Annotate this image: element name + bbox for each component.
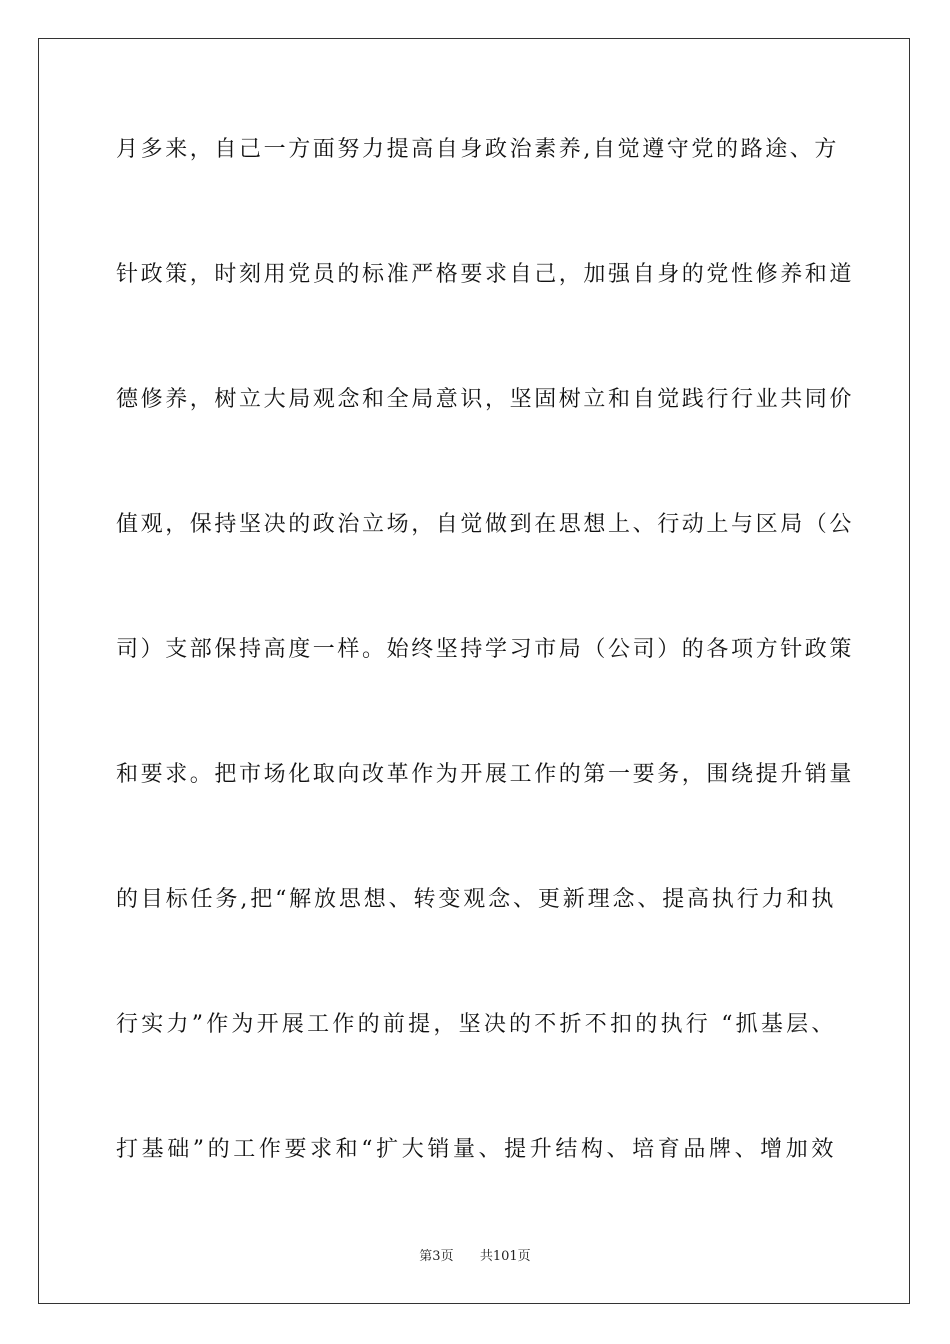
page-border (38, 38, 910, 1304)
paragraph-line: 德修养，树立大局观念和全局意识，坚固树立和自觉践行行业共同价 (116, 387, 855, 412)
paragraph-line: 月多来，自己一方面努力提高自身政治素养,自觉遵守党的路途、方 (116, 137, 839, 162)
paragraph-line: 针政策，时刻用党员的标准严格要求自己，加强自身的党性修养和道 (116, 262, 855, 287)
page-footer (0, 1248, 950, 1266)
paragraph-line: 行实力”作为开展工作的前提，坚决的不折不扣的执行 “抓基层、 (116, 1012, 836, 1037)
paragraph-line: 司）支部保持高度一样。始终坚持学习市局（公司）的各项方针政策 (116, 637, 855, 662)
paragraph-line: 值观，保持坚决的政治立场，自觉做到在思想上、行动上与区局（公 (116, 512, 855, 537)
page-total: 共101页 (479, 1249, 531, 1264)
paragraph-line: 打基础”的工作要求和“扩大销量、提升结构、培育品牌、增加效 (116, 1137, 836, 1162)
page-number: 第3页 (419, 1249, 454, 1264)
paragraph-line: 和要求。把市场化取向改革作为开展工作的第一要务，围绕提升销量 (116, 762, 855, 787)
paragraph-line: 的目标任务,把“解放思想、转变观念、更新理念、提高执行力和执 (116, 887, 836, 912)
